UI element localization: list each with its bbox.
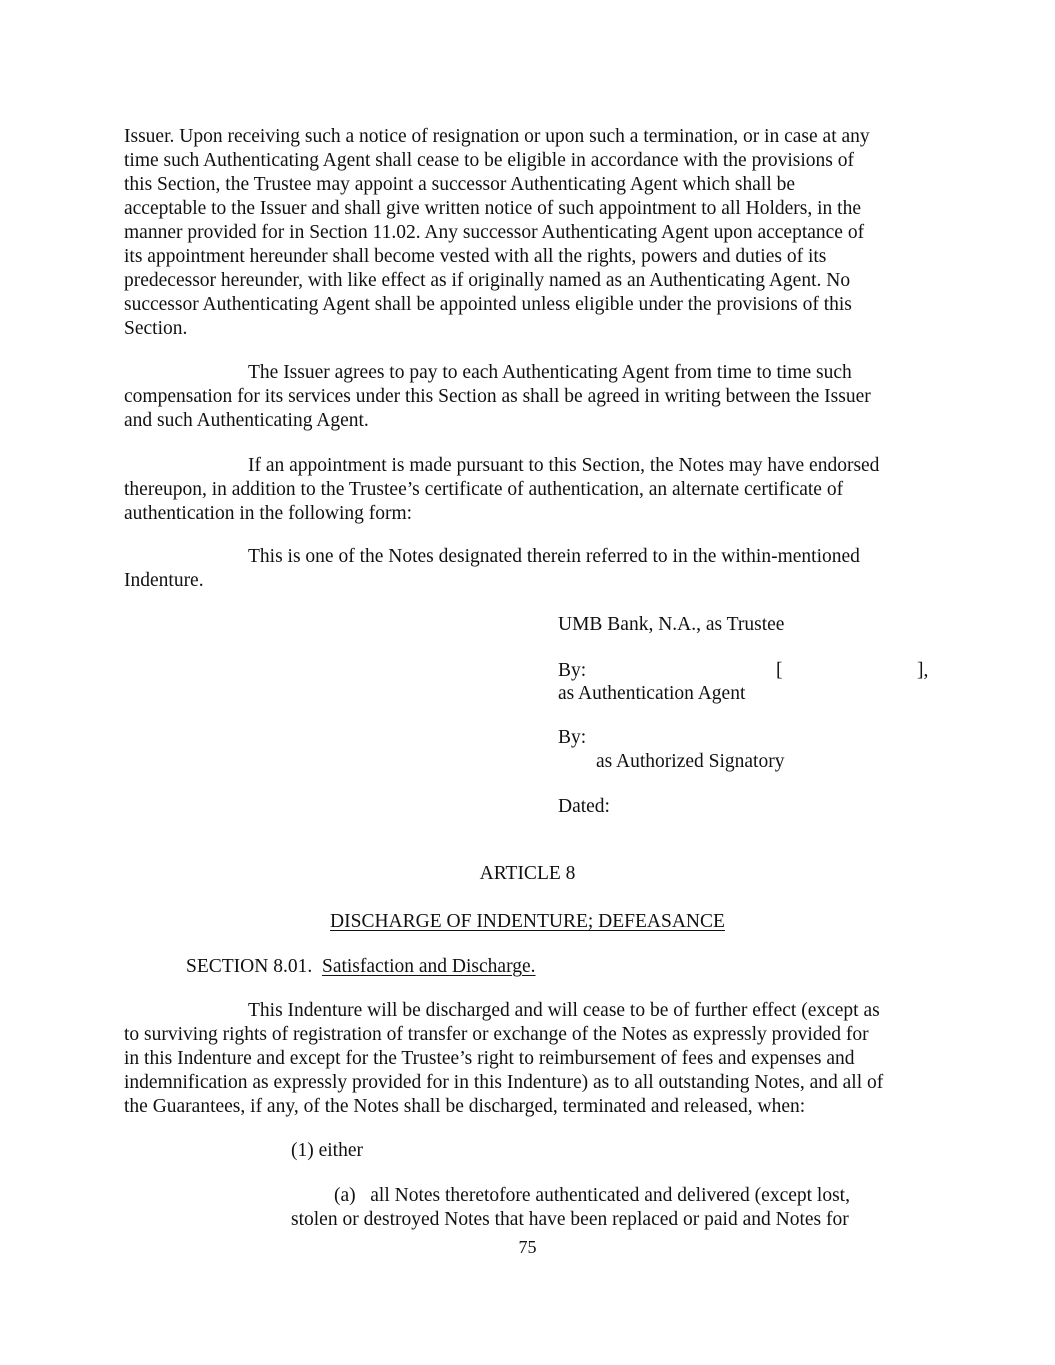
section-heading xyxy=(186,955,536,979)
text-line: If an appointment is made pursuant to this Section, the Notes may have endorsed xyxy=(248,455,880,476)
text-line: thereupon, in addition to the Trustee’s certificate of authentication, an alternate certificate of xyxy=(124,479,844,500)
text-line: successor Authenticating Agent shall be appointed unless eligible under the provisions of this xyxy=(124,294,852,315)
text-line: Section. xyxy=(124,318,188,339)
dated-label: Dated: xyxy=(558,796,610,817)
text-line: authentication in the following form: xyxy=(124,503,413,524)
article-title xyxy=(0,910,1055,934)
text-line: this Section, the Trustee may appoint a successor Authenticating Agent which shall be xyxy=(124,174,796,195)
text-line: predecessor hereunder, with like effect as if originally named as an Authenticating Agent. No xyxy=(124,270,851,291)
text-line: This is one of the Notes designated therein referred to in the within-mentioned xyxy=(248,546,860,567)
text-line: Issuer. Upon receiving such a notice of resignation or upon such a termination, or in case at any xyxy=(124,126,870,147)
text-line: to surviving rights of registration of transfer or exchange of the Notes as expressly provided for xyxy=(124,1024,869,1045)
page-number: 75 xyxy=(518,1237,537,1257)
text-line: indemnification as expressly provided for in this Indenture) as to all outstanding Notes, and all of xyxy=(124,1072,884,1093)
text-line: its appointment hereunder shall become vested with all the rights, powers and duties of its xyxy=(124,246,827,267)
text-line: time such Authenticating Agent shall cease to be eligible in accordance with the provisions of xyxy=(124,150,854,171)
text-line: stolen or destroyed Notes that have been replaced or paid and Notes for xyxy=(291,1209,849,1230)
bracket-open: [ xyxy=(776,660,783,681)
text-line: in this Indenture and except for the Trustee’s right to reimbursement of fees and expenses and xyxy=(124,1048,855,1069)
article-number: ARTICLE 8 xyxy=(479,863,576,884)
text-line: acceptable to the Issuer and shall give written notice of such appointment to all Holders, in the xyxy=(124,198,861,219)
by-label: By: xyxy=(558,727,587,748)
article-title-text: DISCHARGE OF INDENTURE; DEFEASANCE xyxy=(330,911,725,932)
text-line: The Issuer agrees to pay to each Authenticating Agent from time to time such xyxy=(248,362,852,383)
text-line: Indenture. xyxy=(124,570,204,591)
section-number: SECTION 8.01. xyxy=(186,956,313,977)
section-title: Satisfaction and Discharge. xyxy=(321,956,536,977)
trustee-name: UMB Bank, N.A., as Trustee xyxy=(558,614,785,635)
authorized-signatory-label: as Authorized Signatory xyxy=(596,751,785,772)
text-line: the Guarantees, if any, of the Notes shall be discharged, terminated and released, when: xyxy=(124,1096,806,1117)
list-item-1: (1) either xyxy=(291,1140,364,1161)
text-line: compensation for its services under this Section as shall be agreed in writing between the Issuer xyxy=(124,386,871,407)
text-line: (a) all Notes theretofore authenticated and delivered (except lost, xyxy=(334,1185,850,1206)
bracket-close: ], xyxy=(917,660,929,681)
by-label: By: xyxy=(558,660,587,681)
text-line: manner provided for in Section 11.02. Any successor Authenticating Agent upon acceptance of xyxy=(124,222,865,243)
authentication-agent-label: as Authentication Agent xyxy=(558,683,746,704)
text-line: This Indenture will be discharged and will cease to be of further effect (except as xyxy=(248,1000,880,1021)
text-line: and such Authenticating Agent. xyxy=(124,410,369,431)
